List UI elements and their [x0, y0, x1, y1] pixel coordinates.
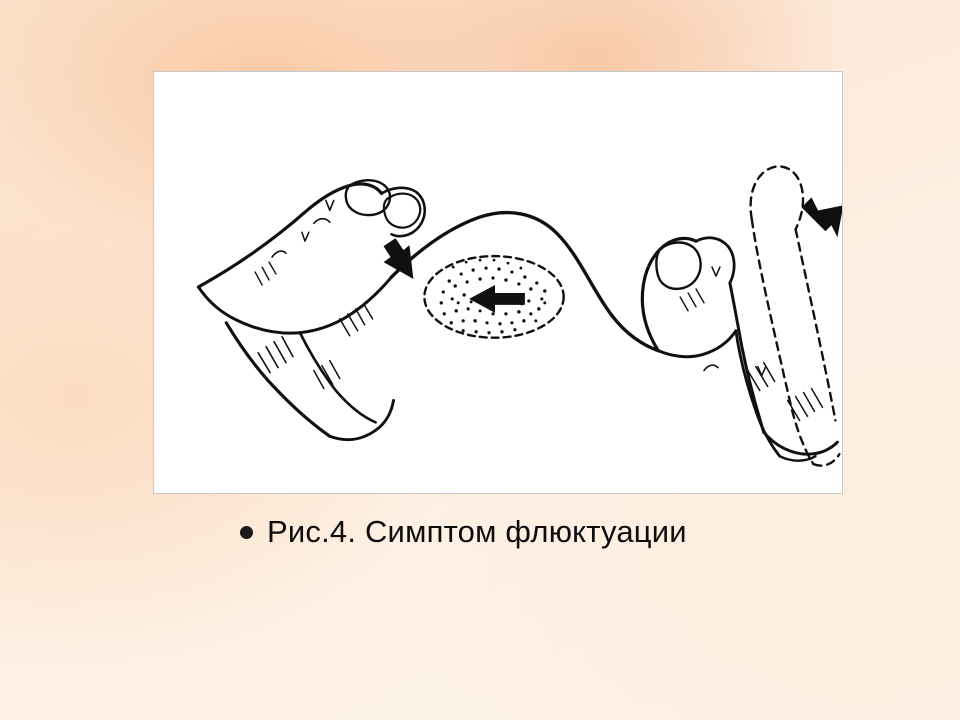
caption: [240, 505, 860, 559]
caption-text: Рис.4. Симптом флюктуации: [267, 513, 687, 549]
fluctuation-diagram: [154, 72, 842, 493]
arrow-right-hand: [802, 197, 842, 237]
arrow-left-hand: [384, 238, 414, 279]
bullet-icon: [240, 526, 253, 539]
arrow-center: [469, 285, 525, 313]
figure-image-frame: [153, 71, 843, 494]
